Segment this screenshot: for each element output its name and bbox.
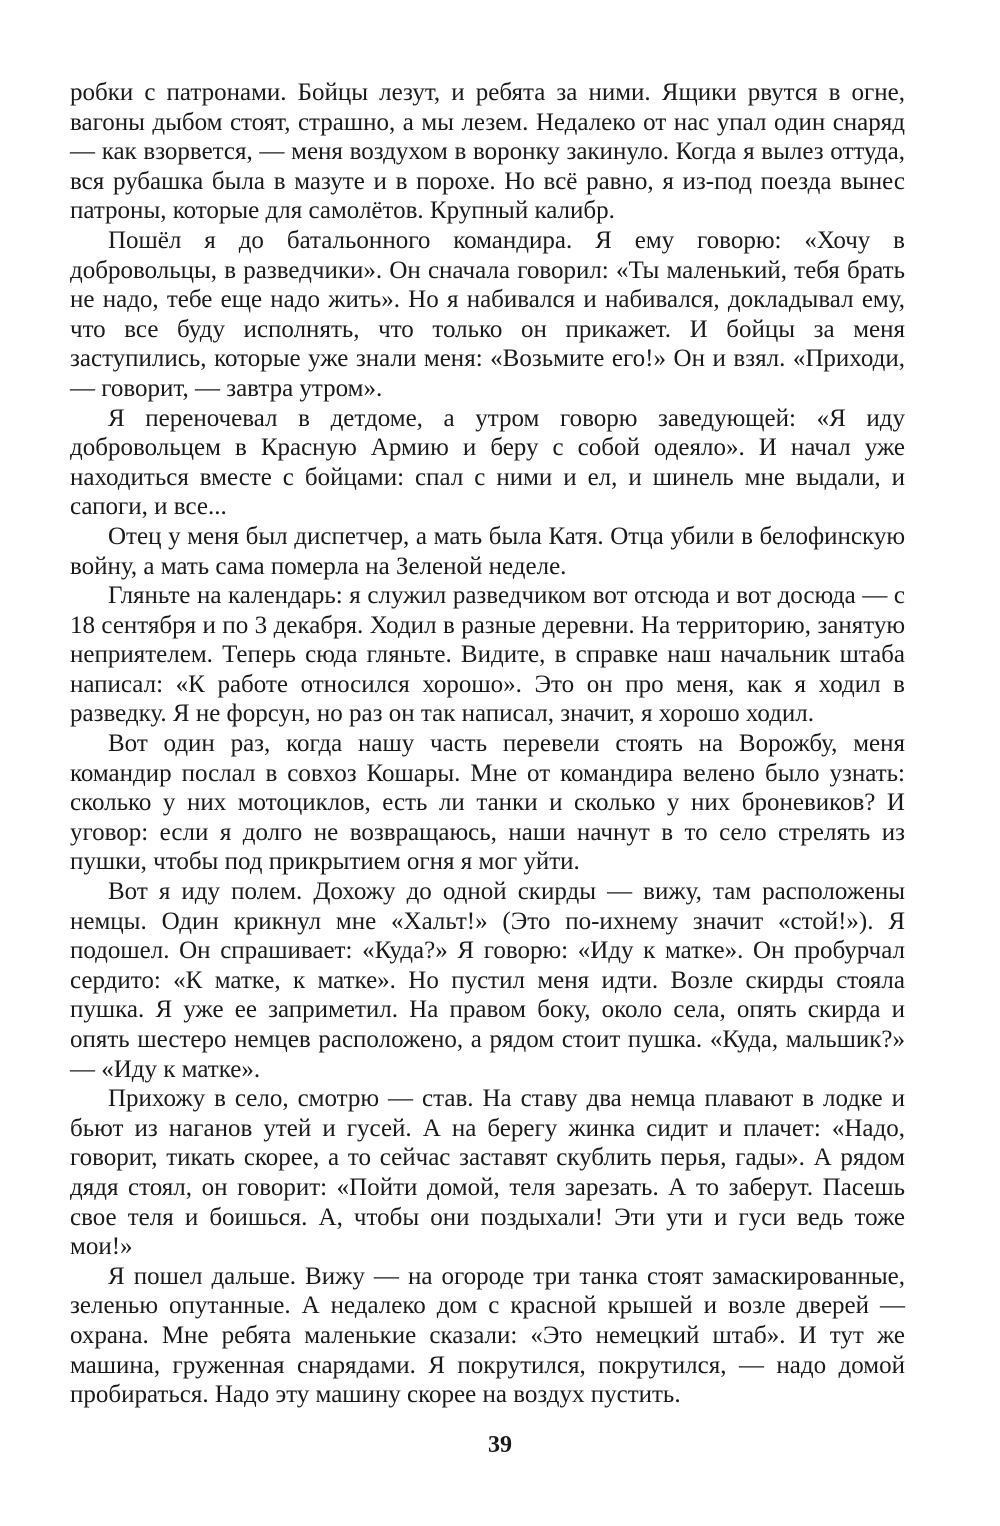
paragraph: Я переночевал в детдоме, а утром говорю заведующей: «Я иду добровольцем в Красную Армию и беру с собой одеяло». И начал уже находиться вместе с бойцами: спал с ними и ел, и шинель мне выдали, и сапоги, и все... xyxy=(70,404,905,521)
book-page-text xyxy=(70,78,905,1410)
paragraph: Я пошел дальше. Вижу — на огороде три танка стоят замаскированные, зеленью опутанные. А недалеко дом с красной крышей и возле дверей — охрана. Мне ребята маленькие сказали: «Это немецкий штаб». И тут же машина, груженная снарядами. Я покрутился, покрутился, — надо домой пробираться. Надо эту машину скорее на воздух пустить. xyxy=(70,1262,905,1409)
paragraph: Гляньте на календарь: я служил разведчиком вот отсюда и вот досюда — с 18 сентября и по 3 декабря. Ходил в разные деревни. На территорию, занятую неприятелем. Теперь сюда гляньте. Видите, в справке наш начальник штаба написал: «К работе относился хорошо». Это он про меня, как я ходил в разведку. Я не форсун, но раз он так написал, значит, я хорошо ходил. xyxy=(70,582,905,728)
paragraph: Вот один раз, когда нашу часть перевели стоять на Ворожбу, меня командир послал в совхоз Кошары. Мне от командира велено было узнать: сколько у них мотоциклов, есть ли танки и сколько у них броневиков? И уговор: если я долго не возвращаюсь, наши начнут в то село стрелять из пушки, чтобы под прикрытием огня я мог уйти. xyxy=(70,730,905,876)
paragraph: робки с патронами. Бойцы лезут, и ребята за ними. Ящики рвутся в огне, вагоны дыбом стоят, страшно, а мы лезем. Недалеко от нас упал один снаряд — как взорвется, — меня воздухом в воронку закинуло. Когда я вылез оттуда, вся рубашка была в мазуте и в порохе. Но всё равно, я из-под поезда вынес патроны, которые для самолётов. Крупный калибр. xyxy=(70,79,905,225)
paragraph: Вот я иду полем. Дохожу до одной скирды — вижу, там расположены немцы. Один крикнул мне «Хальт!» (Это по-ихнему значит «стой!»). Я подошел. Он спрашивает: «Куда?» Я говорю: «Иду к матке». Он пробурчал сердито: «К матке, к матке». Но пустил меня идти. Возле скирды стояла пушка. Я уже ее заприметил. На правом боку, около села, опять скирда и опять шестеро немцев расположено, а рядом стоит пушка. «Куда, мальшик?» — «Иду к матке». xyxy=(70,878,905,1083)
paragraph: Прихожу в село, смотрю — став. На ставу два немца плавают в лодке и бьют из наганов утей и гусей. А на берегу жинка сидит и плачет: «Надо, говорит, тикать скорее, а то сейчас заставят скублить перья, гады». А рядом дядя стоял, он говорит: «Пойти домой, теля зарезать. А то заберут. Пасешь свое теля и боишься. А, чтобы они поздыхали! Эти ути и гуси ведь тоже мои!» xyxy=(70,1085,905,1261)
page-number: 39 xyxy=(488,1432,512,1458)
paragraph: Отец у меня был диспетчер, а мать была Катя. Отца убили в белофинскую войну, а мать сама померла на Зеленой неделе. xyxy=(70,522,905,580)
paragraph: Пошёл я до батальонного командира. Я ему говорю: «Хочу в добровольцы, в разведчики». Он сначала говорил: «Ты маленький, тебя брать не надо, тебе еще надо жить». Но я набивался и набивался, докладывал ему, что все буду исполнять, что только он прикажет. И бойцы за меня заступились, которые уже знали меня: «Возьмите его!» Он и взял. «Приходи, — говорит, — завтра утром». xyxy=(70,226,905,402)
